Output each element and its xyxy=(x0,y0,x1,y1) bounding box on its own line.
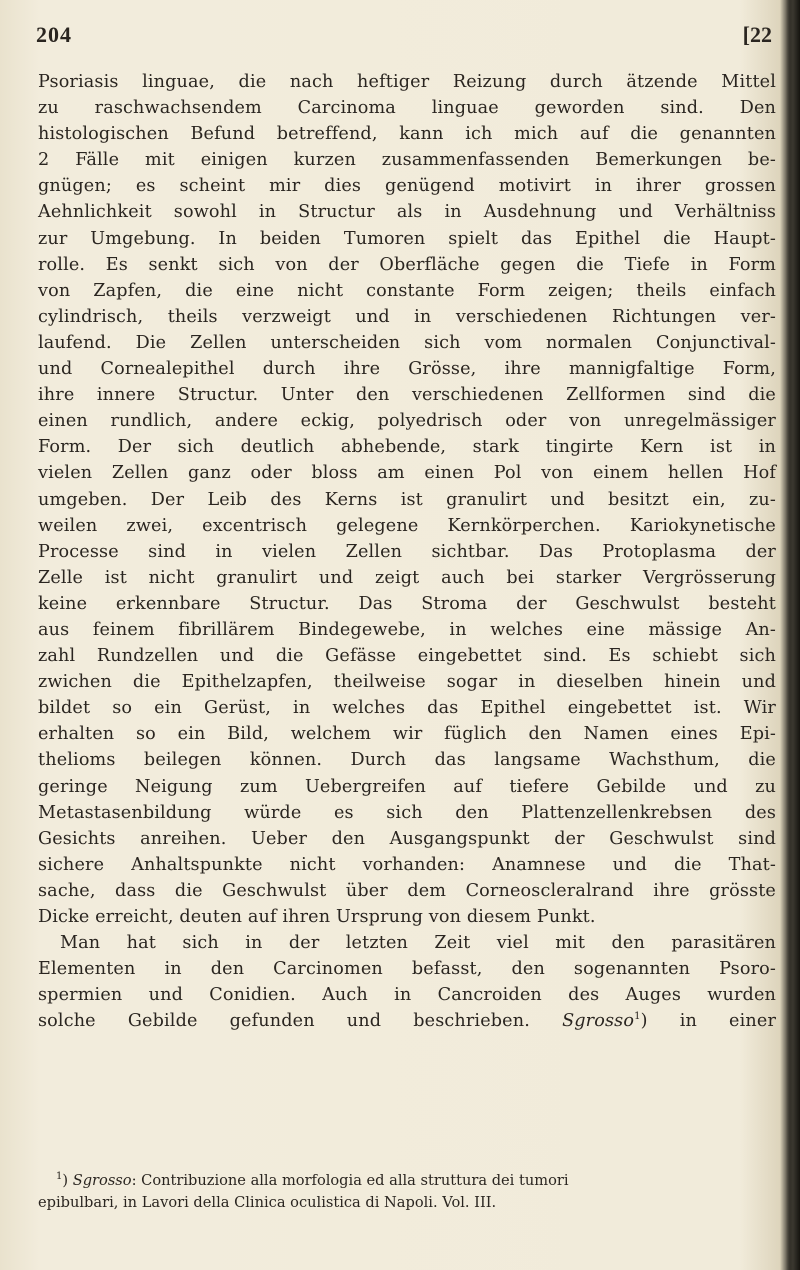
text-line: sache, dass die Geschwulst über dem Corneoscleralrand ihre grösste xyxy=(38,880,776,901)
text-line: zur Umgebung. In beiden Tumoren spielt das Epithel die Haupt- xyxy=(38,228,776,249)
page-header xyxy=(36,22,772,62)
text-line: einen rundlich, andere eckig, polyedrisch oder von unregelmässiger xyxy=(38,411,776,432)
text-line: thelioms beilegen können. Durch das langsame Wachsthum, die xyxy=(38,750,776,771)
text-line: laufend. Die Zellen unterscheiden sich vom normalen Conjunctival- xyxy=(38,332,776,353)
page-number: 204 xyxy=(36,22,72,47)
text-line-with-citation xyxy=(38,1008,776,1034)
text-line: sichere Anhaltspunkte nicht vorhanden: Anamnese und die That- xyxy=(38,854,776,875)
text-line: vielen Zellen ganz oder bloss am einen Pol von einem hellen Hof xyxy=(38,463,776,484)
text-line: Elementen in den Carcinomen befasst, den sogenannten Psoro- xyxy=(38,959,776,980)
text-line: Dicke erreicht, deuten auf ihren Ursprung von diesem Punkt. xyxy=(38,907,596,927)
text-line: ihre innere Structur. Unter den verschiedenen Zellformen sind die xyxy=(38,385,776,406)
text-line: von Zapfen, die eine nicht constante Form zeigen; theils einfach xyxy=(38,280,776,301)
text-line: und Cornealepithel durch ihre Grösse, ihre mannigfaltige Form, xyxy=(38,359,776,380)
footnote xyxy=(38,1170,776,1214)
text-line: Processe sind in vielen Zellen sichtbar. Das Protoplasma der xyxy=(38,541,776,562)
footnote-text: : Contribuzione alla morfologia ed alla struttura dei tumori xyxy=(131,1172,569,1189)
page-edge-shadow xyxy=(786,0,800,1270)
footnote-line: $^1$) Sgrosso: Contribuzione alla morfologia ed alla struttura dei tumori xyxy=(56,1171,569,1189)
text-line: umgeben. Der Leib des Kerns ist granulirt und besitzt ein, zu- xyxy=(38,489,776,510)
text-line: rolle. Es senkt sich von der Oberfläche gegen die Tiefe in Form xyxy=(38,254,776,275)
text-line: 2 Fälle mit einigen kurzen zusammenfassenden Bemerkungen be- xyxy=(38,150,776,171)
footnote-marker: 1 xyxy=(56,1171,63,1183)
page-marker: [22 xyxy=(742,22,772,47)
text-line: zu raschwachsendem Carcinoma linguae geworden sind. Den xyxy=(38,98,776,119)
cited-author: Sgrosso xyxy=(562,1011,635,1032)
text-line: Psoriasis linguae, die nach heftiger Reizung durch ätzende Mittel xyxy=(38,72,776,92)
text-line: Aehnlichkeit sowohl in Structur als in Ausdehnung und Verhältniss xyxy=(38,202,776,223)
body-text xyxy=(38,69,776,1034)
text-line: erhalten so ein Bild, welchem wir füglich den Namen eines Epi- xyxy=(38,724,776,745)
text-line: keine erkennbare Structur. Das Stroma der Geschwulst besteht xyxy=(38,593,776,614)
text-line: zwichen die Epithelzapfen, theilweise sogar in dieselben hinein und xyxy=(38,672,776,693)
text-line: Man hat sich in der letzten Zeit viel mit den parasitären xyxy=(60,933,776,954)
text-line: Form. Der sich deutlich abhebende, stark tingirte Kern ist in xyxy=(38,437,776,458)
text-fragment: ) in einer xyxy=(640,1011,777,1032)
text-line: bildet so ein Gerüst, in welches das Epithel eingebettet ist. Wir xyxy=(38,698,776,719)
text-line: zahl Rundzellen und die Gefässe eingebettet sind. Es schiebt sich xyxy=(38,646,776,667)
text-line: Gesichts anreihen. Ueber den Ausgangspunkt der Geschwulst sind xyxy=(38,828,776,849)
footnote-line: epibulbari, in Lavori della Clinica oculistica di Napoli. Vol. III. xyxy=(38,1194,497,1211)
text-line: gnügen; es scheint mir dies genügend motivirt in ihrer grossen xyxy=(38,176,776,197)
text-line: weilen zwei, excentrisch gelegene Kernkörperchen. Kariokynetische xyxy=(38,515,776,536)
text-fragment: solche Gebilde gefunden und beschrieben. xyxy=(38,1011,563,1032)
text-line: histologischen Befund betreffend, kann ich mich auf die genannten xyxy=(38,124,776,145)
text-line: cylindrisch, theils verzweigt und in verschiedenen Richtungen ver- xyxy=(38,306,776,327)
text-line: Zelle ist nicht granulirt und zeigt auch bei starker Vergrösserung xyxy=(38,567,776,588)
text-line: aus feinem fibrillärem Bindegewebe, in welches eine mässige An- xyxy=(38,619,776,640)
text-line: Metastasenbildung würde es sich den Plattenzellenkrebsen des xyxy=(38,802,776,823)
footnote-author: Sgrosso xyxy=(72,1172,132,1189)
text-line: spermien und Conidien. Auch in Cancroiden des Auges wurden xyxy=(38,985,776,1006)
text-line: geringe Neigung zum Uebergreifen auf tiefere Gebilde und zu xyxy=(38,776,776,797)
footnote-ref: 1 xyxy=(634,1011,641,1023)
